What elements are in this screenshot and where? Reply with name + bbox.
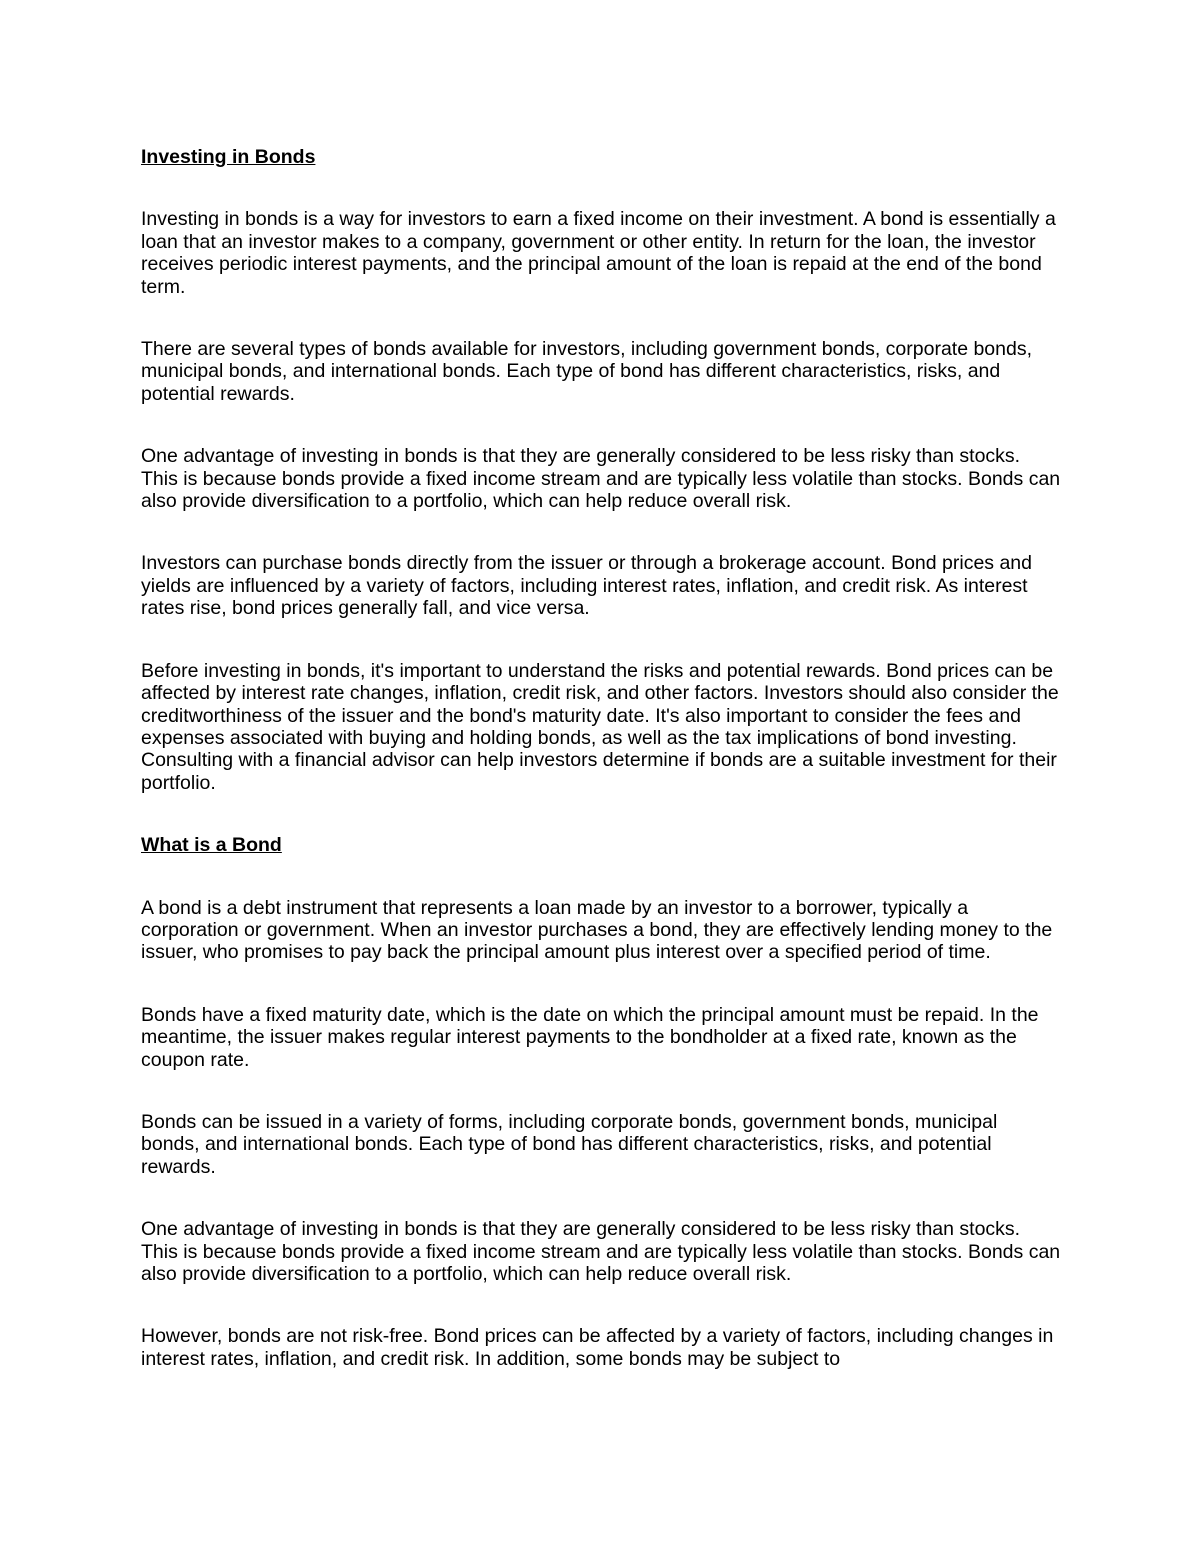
paragraph: One advantage of investing in bonds is that they are generally considered to be less risky than stocks. This is because bonds provide a fixed income stream and are typically less volatile than stocks. Bonds can also provide diversification to a portfolio, which can help reduce overall risk. xyxy=(141,445,1061,513)
section-heading-what-is-a-bond: What is a Bond xyxy=(141,834,282,857)
paragraph: There are several types of bonds available for investors, including government bonds, corporate bonds, municipal bonds, and international bonds. Each type of bond has different characteristics, risks, and potential rewards. xyxy=(141,338,1033,405)
section-heading-investing-in-bonds: Investing in Bonds xyxy=(141,146,316,168)
paragraph: Investors can purchase bonds directly from the issuer or through a brokerage account. Bond prices and yields are influenced by a variety of factors, including interest rates, inflation, and credit risk. As interest rates rise, bond prices generally fall, and vice versa. xyxy=(141,552,1032,620)
paragraph: Bonds have a fixed maturity date, which is the date on which the principal amount must be repaid. In the meantime, the issuer makes regular interest payments to the bondholder at a fixed rate, known as the coupon rate. xyxy=(141,1003,1039,1071)
document-body xyxy=(141,146,1061,1410)
paragraph: Bonds can be issued in a variety of forms, including corporate bonds, government bonds, municipal bonds, and international bonds. Each type of bond has different characteristics, risks, and potential rewards. xyxy=(141,1110,998,1178)
paragraph: A bond is a debt instrument that represents a loan made by an investor to a borrower, typically a corporation or government. When an investor purchases a bond, they are effectively lending money to the issuer, who promises to pay back the principal amount plus interest over a specified period of time. xyxy=(141,896,1053,964)
paragraph: Investing in bonds is a way for investors to earn a fixed income on their investment. A bond is essentially a loan that an investor makes to a company, government or other entity. In return for the loan, the investor receives periodic interest payments, and the principal amount of the loan is repaid at the end of the bond term. xyxy=(141,208,1056,298)
paragraph: Before investing in bonds, it's important to understand the risks and potential rewards. Bond prices can be affected by interest rate changes, inflation, credit risk, and other factors. Investors should also consider the creditworthiness of the issuer and the bond's maturity date. It's also important to consider the fees and expenses associated with buying and holding bonds, as well as the tax implications of bond investing. Consulting with a financial advisor can help investors determine if bonds are a suitable investment for their portfolio. xyxy=(141,659,1059,794)
paragraph: One advantage of investing in bonds is that they are generally considered to be less risky than stocks. This is because bonds provide a fixed income stream and are typically less volatile than stocks. Bonds can also provide diversification to a portfolio, which can help reduce overall risk. xyxy=(141,1218,1061,1285)
paragraph: However, bonds are not risk-free. Bond prices can be affected by a variety of factors, including changes in interest rates, inflation, and credit risk. In addition, some bonds may be subject to xyxy=(141,1325,1054,1370)
